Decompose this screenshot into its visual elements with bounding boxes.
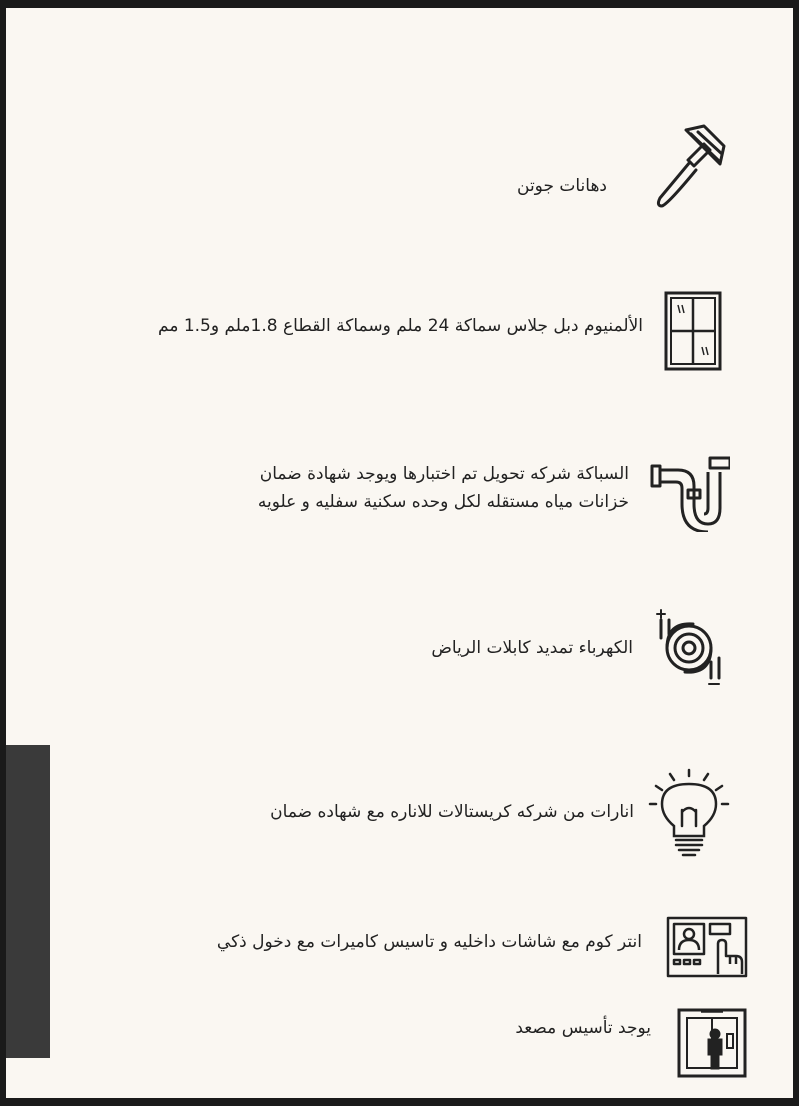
window-icon [664, 291, 722, 371]
intercom-icon [666, 916, 748, 980]
feature-text-intercom: انتر كوم مع شاشات داخليه و تاسيس كاميرات مع دخول ذكي [216, 932, 642, 952]
feature-text-plumbing-line-2: خزانات مياه مستقله لكل وحده سكنية سفليه و علويه [257, 492, 629, 512]
feature-text-aluminium: الألمنيوم دبل جلاس سماكة 24 ملم وسماكة القطاع 1.8ملم و1.5 مم [158, 316, 643, 336]
paint-brush-icon [646, 122, 731, 210]
feature-text-electricity: الكهرباء تمديد كابلات الرياض [431, 638, 633, 658]
electric-cable-icon [649, 608, 729, 688]
feature-text-paint: دهانات جوتن [517, 176, 607, 196]
side-bar [6, 745, 50, 1058]
feature-text-elevator: يوجد تأسيس مصعد [515, 1018, 651, 1038]
page [6, 8, 793, 1098]
light-bulb-icon [648, 768, 730, 858]
feature-text-plumbing-line-1: السباكة شركه تحويل تم اختبارها ويوجد شهادة ضمان [259, 464, 629, 484]
elevator-icon [677, 1008, 747, 1078]
pipe-icon [648, 454, 730, 532]
feature-text-lighting: انارات من شركه كريستالات للاناره مع شهاده ضمان [270, 802, 634, 822]
